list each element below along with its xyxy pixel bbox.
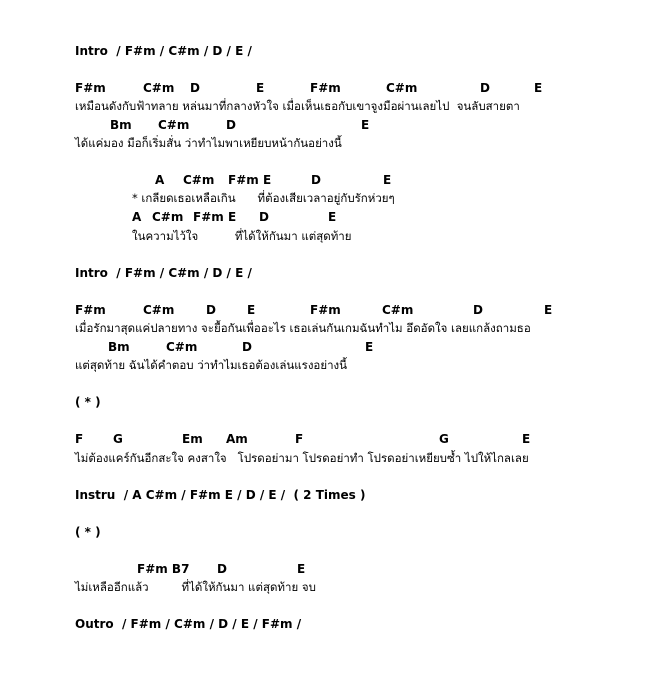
chord: F#m — [75, 303, 106, 317]
verse1-chords-1 — [0, 80, 658, 96]
chord: D — [242, 340, 252, 354]
outro-label: Outro / F#m / C#m / D / E / F#m / — [75, 617, 302, 631]
chord: E — [256, 81, 265, 95]
chord: E — [228, 210, 237, 224]
chord: F#m — [310, 303, 341, 317]
chord: A — [132, 210, 142, 224]
lyric: เหมือนดังกับฟ้าทลาย หล่นมาที่กลางหัวใจ เมื่อเห็นเธอกับเขาจูงมือผ่านเลยไป จนลับสายตา — [75, 99, 520, 113]
chord: C#m — [166, 340, 198, 354]
chord: D — [480, 81, 490, 95]
chord: C#m — [183, 173, 215, 187]
chord: F#m — [193, 210, 224, 224]
chord: E — [522, 432, 531, 446]
verse1-chords-2 — [0, 117, 658, 133]
ending-chords — [0, 561, 658, 577]
chord: Em — [182, 432, 203, 446]
verse2-chords-2 — [0, 339, 658, 355]
lyric: ไม่เหลืออีกแล้ว ที่ได้ให้กันมา แต่สุดท้าย จบ — [75, 580, 316, 594]
instru-line — [0, 487, 658, 503]
intro-label: Intro / F#m / C#m / D / E / — [75, 44, 252, 58]
verse2-chords-1 — [0, 302, 658, 318]
chord: E — [297, 562, 306, 576]
chord: E — [361, 118, 370, 132]
verse1-lyric-1 — [0, 98, 658, 114]
chorus-chords-2 — [0, 209, 658, 225]
chord: F#m — [228, 173, 259, 187]
chord: D — [259, 210, 269, 224]
repeat-label: ( * ) — [75, 525, 101, 539]
intro2-line — [0, 265, 658, 281]
bridge-lyric — [0, 450, 658, 466]
chord: E — [534, 81, 543, 95]
intro-label: Intro / F#m / C#m / D / E / — [75, 266, 252, 280]
chord: E — [365, 340, 374, 354]
repeat-marker-2 — [0, 524, 658, 540]
chord: Am — [226, 432, 248, 446]
chord: F#m — [75, 81, 106, 95]
verse1-lyric-2 — [0, 135, 658, 151]
verse2-lyric-2 — [0, 357, 658, 373]
chord: F — [75, 432, 84, 446]
chord: C#m — [143, 81, 175, 95]
chord: C#m — [158, 118, 190, 132]
chord: D — [311, 173, 321, 187]
chord: F#m — [310, 81, 341, 95]
chord: A — [155, 173, 165, 187]
bridge-chords — [0, 431, 658, 447]
lyric: * เกลียดเธอเหลือเกิน ที่ต้องเสียเวลาอยู่กับรักห่วยๆ — [132, 191, 395, 205]
chord: C#m — [386, 81, 418, 95]
chord: D — [217, 562, 227, 576]
lyric: เมื่อรักมาสุดแค่ปลายทาง จะยื้อกันเพื่ออะไร เธอเล่นกันเกมฉันทำไม อึดอัดใจ เลยแกล้งถามธอ — [75, 321, 531, 335]
verse2-lyric-1 — [0, 320, 658, 336]
chord: F — [295, 432, 304, 446]
chord: Bm — [110, 118, 132, 132]
lyric: ไม่ต้องแคร์กันอีกสะใจ คงสาใจ โปรดอย่ามา โปรดอย่าทำ โปรดอย่าเหยียบซ้ำ ไปให้ไกลเลย — [75, 451, 529, 465]
chord: C#m — [152, 210, 184, 224]
chord: E — [328, 210, 337, 224]
chord: D — [473, 303, 483, 317]
lyric: ในความไว้ใจ ที่ได้ให้กันมา แต่สุดท้าย — [132, 229, 352, 243]
chord: E — [383, 173, 392, 187]
chord: D — [206, 303, 216, 317]
lyric: ได้แค่มอง มือก็เริ่มสั่น ว่าทำไมพาเหยียบหน้ากันอย่างนี้ — [75, 136, 342, 150]
repeat-label: ( * ) — [75, 395, 101, 409]
lyric: แต่สุดท้าย ฉันได้คำตอบ ว่าทำไมเธอต้องเล่นแรงอย่างนี้ — [75, 358, 348, 372]
chord: Bm — [108, 340, 130, 354]
chord: D — [190, 81, 200, 95]
chorus-chords-1 — [0, 172, 658, 188]
repeat-marker-1 — [0, 394, 658, 410]
chord: G — [113, 432, 123, 446]
chord: D — [226, 118, 236, 132]
chorus-lyric-2 — [0, 228, 658, 244]
outro-line — [0, 616, 658, 632]
chord: G — [439, 432, 449, 446]
chord: C#m — [382, 303, 414, 317]
instru-label: Instru / A C#m / F#m E / D / E / ( 2 Times ) — [75, 488, 366, 502]
chord: F#m B7 — [137, 562, 190, 576]
chorus-lyric-1 — [0, 190, 658, 206]
intro-line — [0, 43, 658, 59]
ending-lyric — [0, 579, 658, 595]
chord: C#m — [143, 303, 175, 317]
chord: E — [544, 303, 553, 317]
chord: E — [263, 173, 272, 187]
chord: E — [247, 303, 256, 317]
